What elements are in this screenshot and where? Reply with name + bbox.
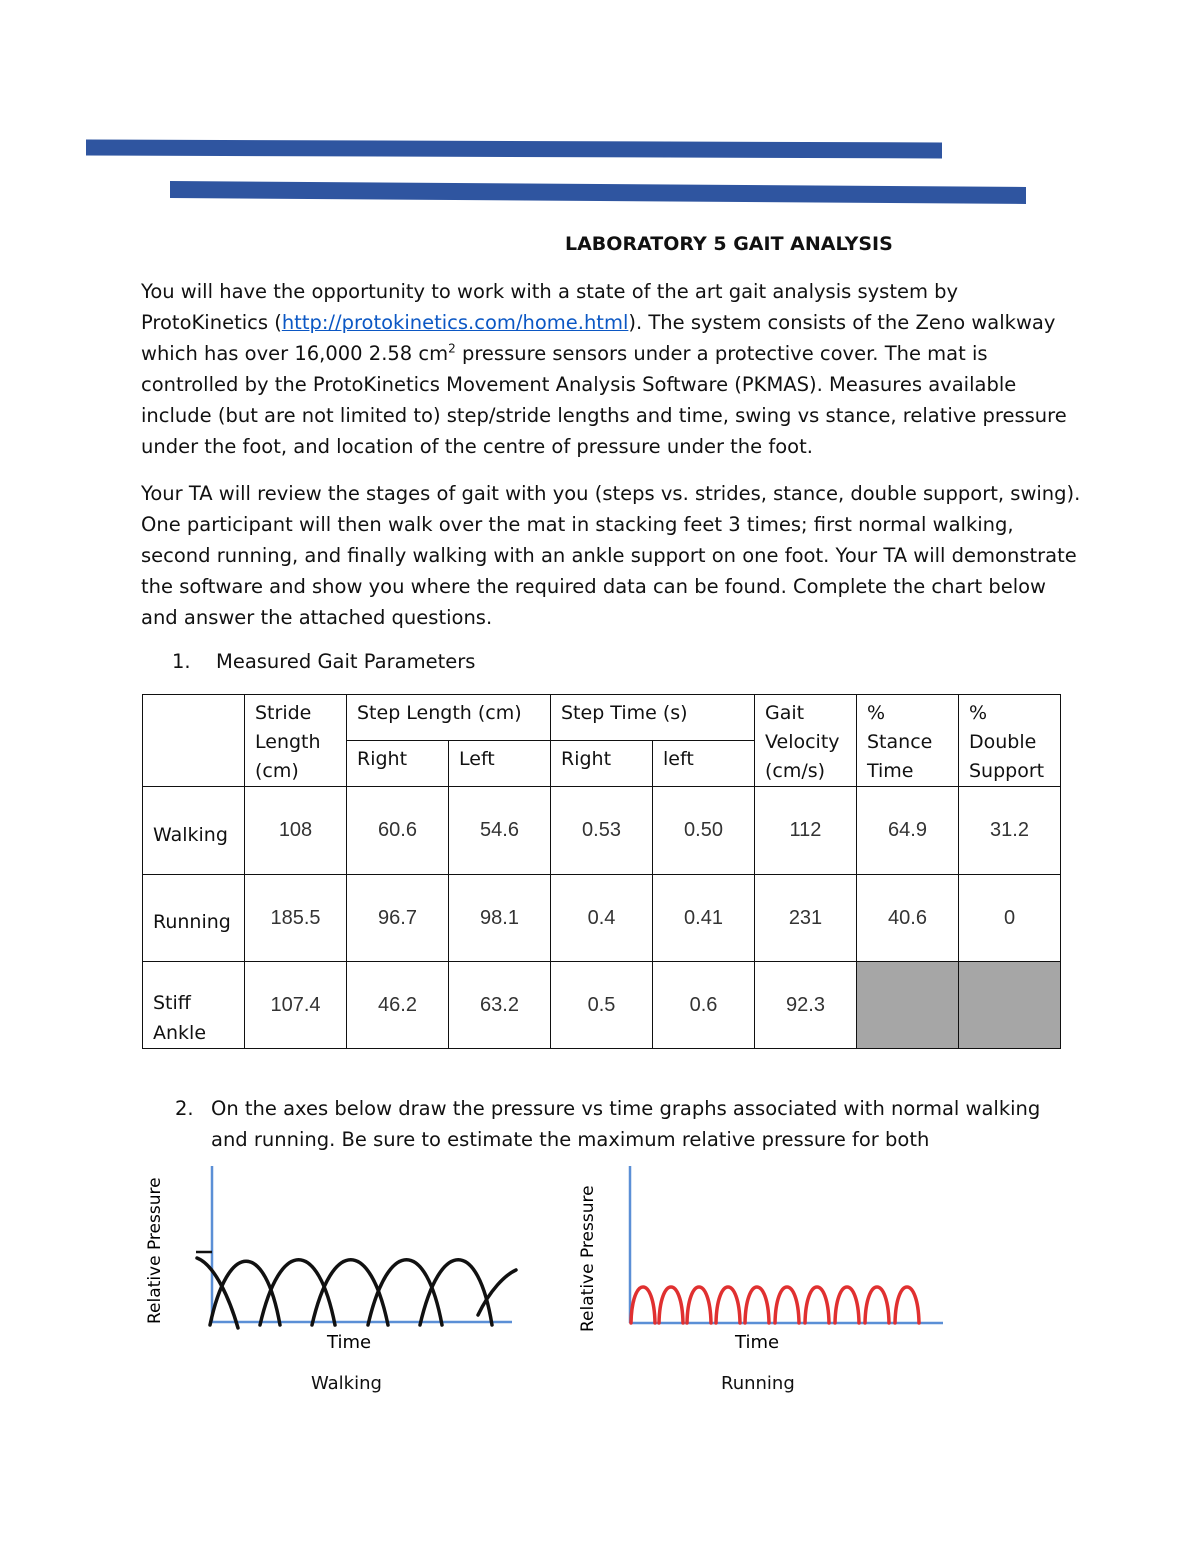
- running-arch: [716, 1287, 740, 1323]
- running-arch: [805, 1287, 829, 1323]
- cell-stride: 108: [245, 787, 347, 875]
- running-y-label: Relative Pressure: [578, 1185, 598, 1332]
- walking-arch: [260, 1260, 335, 1325]
- protokinetics-link[interactable]: http://protokinetics.com/home.html: [281, 311, 629, 334]
- header-stride-length: Stride Length (cm): [245, 695, 347, 787]
- cell-stance: 64.9: [857, 787, 959, 875]
- table-row-stiff-ankle: [143, 962, 1061, 1049]
- cell-step-length-right: 96.7: [347, 875, 449, 962]
- page-title: LABORATORY 5 GAIT ANALYSIS: [565, 233, 893, 255]
- running-arch: [775, 1287, 799, 1323]
- header-step-time-left: left: [653, 741, 755, 787]
- section-2-number: 2.: [175, 1097, 194, 1120]
- cell-double-support-shaded: [959, 962, 1061, 1049]
- cell-double-support: 31.2: [959, 787, 1061, 875]
- cell-velocity: 112: [755, 787, 857, 875]
- cell-stride: 185.5: [245, 875, 347, 962]
- decorative-second-bar: [170, 181, 1026, 204]
- cell-step-time-right: 0.53: [551, 787, 653, 875]
- cell-step-time-left: 0.50: [653, 787, 755, 875]
- walking-y-label: Relative Pressure: [145, 1177, 165, 1324]
- table-row-walking: [143, 787, 1061, 875]
- section-1-text: Measured Gait Parameters: [216, 650, 476, 673]
- table-row-running: [143, 875, 1061, 962]
- row-label: Running: [143, 875, 245, 962]
- running-arch: [745, 1287, 769, 1323]
- cell-step-time-right: 0.5: [551, 962, 653, 1049]
- running-arch: [865, 1287, 889, 1323]
- cell-step-length-left: 98.1: [449, 875, 551, 962]
- cell-step-length-right: 60.6: [347, 787, 449, 875]
- running-arch: [687, 1287, 711, 1323]
- section-1-number: 1.: [172, 650, 191, 673]
- cell-double-support: 0: [959, 875, 1061, 962]
- section-2-text: On the axes below draw the pressure vs time graphs associated with normal walking and running. Be sure to estimate the maximum relative pressure for both: [211, 1097, 1041, 1151]
- header-gait-velocity: Gait Velocity (cm/s): [755, 695, 857, 787]
- running-arch: [659, 1287, 683, 1323]
- section-2-heading: [175, 1093, 1075, 1155]
- intro-text-1: You will have the opportunity to work with a state of the art gait analysis system by ProtoKinetics (: [141, 280, 959, 334]
- running-arch: [835, 1287, 859, 1323]
- intro-text-3: pressure sensors under a protective cover. The mat is controlled by the ProtoKinetics Movement Analysis Software (PKMAS). Measures available include (but are not limited to) step/stride lengths and time, swing vs stance, relative pressure under the foot, and location of the centre of pressure under the foot.: [141, 342, 1067, 458]
- header-step-time: Step Time (s): [551, 695, 755, 741]
- walking-arch: [420, 1260, 492, 1325]
- cell-velocity: 231: [755, 875, 857, 962]
- section-1-heading: [172, 650, 476, 673]
- walking-pressure-graph: [140, 1160, 540, 1353]
- table-corner-cell: [143, 695, 245, 787]
- header-double-support: % Double Support: [959, 695, 1061, 787]
- running-caption: Running: [721, 1373, 795, 1394]
- gait-parameters-table: [142, 694, 1061, 1049]
- header-stance-time: % Stance Time: [857, 695, 959, 787]
- running-pressure-graph: [565, 1160, 965, 1353]
- intro-text-2: ). The system consists of the Zeno walkway which has over 16,000 2.58 cm: [141, 311, 1056, 365]
- cell-step-time-left: 0.41: [653, 875, 755, 962]
- row-label: Stiff Ankle: [143, 962, 245, 1049]
- running-x-label: Time: [735, 1332, 780, 1353]
- cell-stance-shaded: [857, 962, 959, 1049]
- decorative-top-bar: [86, 140, 942, 159]
- cell-stride: 107.4: [245, 962, 347, 1049]
- running-arch: [895, 1287, 919, 1323]
- superscript-2: 2: [448, 341, 456, 356]
- cell-step-time-left: 0.6: [653, 962, 755, 1049]
- instructions-paragraph: Your TA will review the stages of gait with you (steps vs. strides, stance, double support, swing). One participant will then walk over the mat in stacking feet 3 times; first normal walking, second running, and finally walking with an ankle support on one foot. Your TA will demonstrate the software and show you where the required data can be found. Complete the chart below and answer the attached questions.: [141, 482, 1081, 629]
- header-step-time-right: Right: [551, 741, 653, 787]
- walking-x-label: Time: [327, 1332, 372, 1353]
- cell-velocity: 92.3: [755, 962, 857, 1049]
- header-step-length: Step Length (cm): [347, 695, 551, 741]
- intro-paragraph: [141, 276, 1081, 462]
- cell-step-length-left: 63.2: [449, 962, 551, 1049]
- header-step-length-right: Right: [347, 741, 449, 787]
- cell-step-length-left: 54.6: [449, 787, 551, 875]
- cell-step-length-right: 46.2: [347, 962, 449, 1049]
- cell-stance: 40.6: [857, 875, 959, 962]
- cell-step-time-right: 0.4: [551, 875, 653, 962]
- walking-caption: Walking: [311, 1373, 382, 1394]
- walking-curves: [197, 1258, 516, 1328]
- row-label: Walking: [143, 787, 245, 875]
- header-step-length-left: Left: [449, 741, 551, 787]
- running-arch: [631, 1287, 655, 1323]
- running-curves: [631, 1287, 919, 1323]
